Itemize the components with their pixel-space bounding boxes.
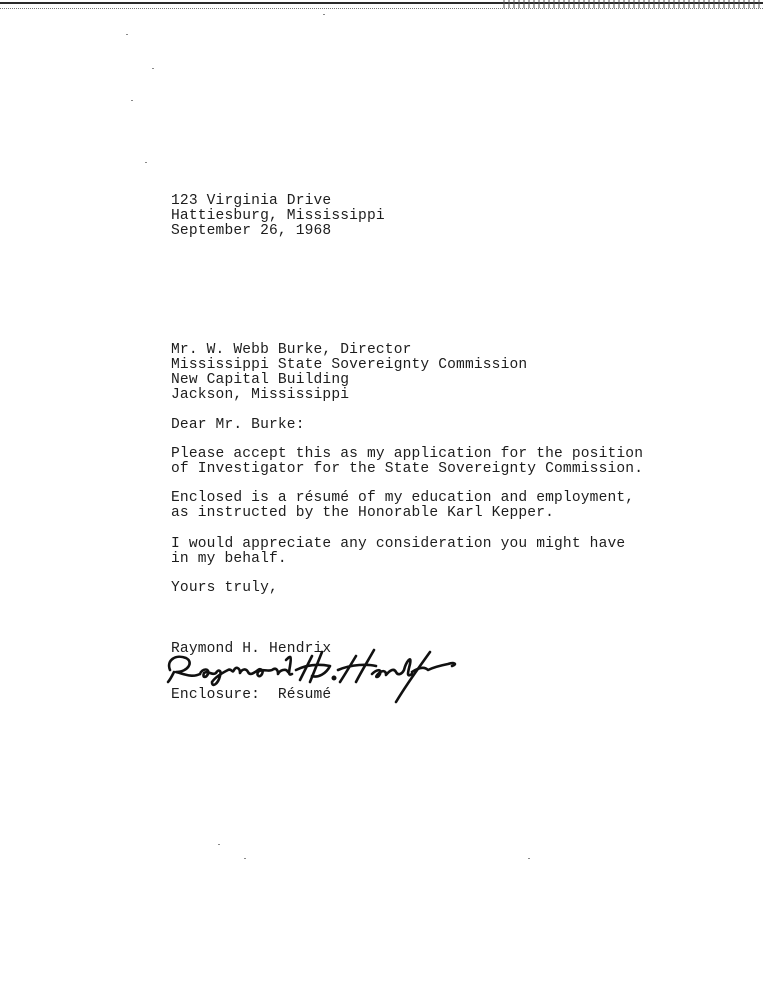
sender-street: 123 Virginia Drive [171, 193, 332, 209]
paragraph-1-line-2: of Investigator for the State Sovereignty Commission. [171, 461, 644, 477]
paragraph-1-line-1: Please accept this as my application for the position [171, 446, 644, 462]
recipient-city: Jackson, Mississippi [171, 387, 350, 403]
scan-speck [152, 68, 154, 69]
salutation: Dear Mr. Burke: [171, 417, 305, 433]
paragraph-2-line-1: Enclosed is a résumé of my education and employment, [171, 490, 635, 506]
paragraph-3-line-1: I would appreciate any consideration you might have [171, 536, 626, 552]
scan-speck [218, 844, 220, 845]
scan-speck [528, 858, 530, 859]
typed-name: Raymond H. Hendrix [171, 641, 332, 657]
page-top-edge-noise [503, 0, 763, 8]
scan-speck [126, 34, 128, 35]
sender-city: Hattiesburg, Mississippi [171, 208, 385, 224]
recipient-building: New Capital Building [171, 372, 350, 388]
paragraph-2-line-2: as instructed by the Honorable Karl Kepper. [171, 505, 555, 521]
paragraph-3-line-2: in my behalf. [171, 551, 287, 567]
scan-speck [244, 858, 246, 859]
recipient-organization: Mississippi State Sovereignty Commission [171, 357, 528, 373]
letter-date: September 26, 1968 [171, 223, 332, 239]
recipient-name: Mr. W. Webb Burke, Director [171, 342, 412, 358]
scan-speck [131, 100, 133, 101]
enclosure-note: Enclosure: Résumé [171, 687, 332, 703]
scan-speck [323, 14, 325, 15]
scan-speck [145, 162, 147, 163]
closing: Yours truly, [171, 580, 278, 596]
